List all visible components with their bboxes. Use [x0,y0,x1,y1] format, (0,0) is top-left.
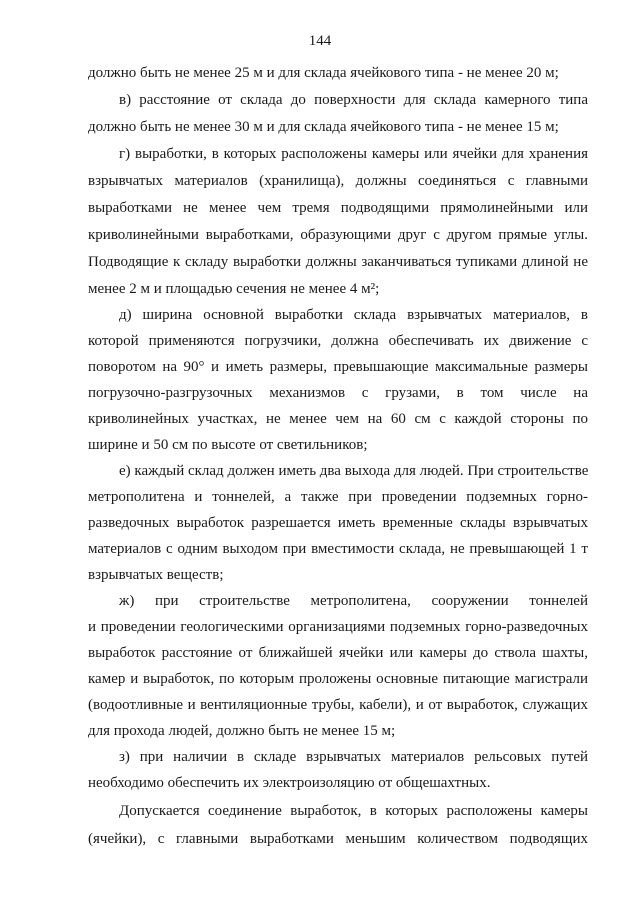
text-line: д) ширина основной выработки склада взрывчатых материалов, в [119,307,588,323]
text-line: разведочных выработок разрешается иметь временные склады взрывчатых [88,515,588,531]
text-line: менее 2 м и площадью сечения не менее 4 м²; [88,281,380,297]
page-number: 144 [308,33,332,49]
text-line: камер и выработок, по которым проложены основные питающие магистрали [88,671,588,687]
text-line: выработками не менее чем тремя подводящими прямолинейными или [88,200,588,216]
text-line: необходимо обеспечить их электроизоляцию от общешахтных. [88,775,491,791]
text-line: материалов с одним выходом при вместимости склада, не превышающей 1 т [88,541,588,557]
text-line: ширине и 50 см по высоте от светильников; [88,437,368,453]
text-line: должно быть не менее 30 м и для склада ячейкового типа - не менее 15 м; [88,119,559,135]
text-line: для прохода людей, должно быть не менее 15 м; [88,723,396,739]
text-line: выработок расстояние от ближайшей ячейки или камеры до ствола шахты, [88,645,588,661]
text-line: е) каждый склад должен иметь два выхода для людей. При строительстве [119,463,589,479]
text-line: Допускается соединение выработок, в которых расположены камеры [119,803,588,819]
text-line: взрывчатых материалов (хранилища), должны соединяться с главными [88,173,588,189]
text-line: ж) при строительстве метрополитена, сооружении тоннелей [119,593,588,609]
text-line: криволинейных участках, не менее чем на 60 см с каждой стороны по [88,411,588,427]
text-line: которой применяются погрузчики, должна обеспечивать их движение с [88,333,588,349]
text-line: (водоотливные и вентиляционные трубы, кабели), и от выработок, служащих [88,697,588,713]
text-line: взрывчатых веществ; [88,567,224,583]
text-line: (ячейки), с главными выработками меньшим количеством подводящих [88,831,588,847]
text-line: должно быть не менее 25 м и для склада ячейкового типа - не менее 20 м; [88,65,559,81]
text-line: Подводящие к складу выработки должны заканчиваться тупиками длиной не [88,254,588,270]
text-line: метрополитена и тоннелей, а также при проведении подземных горно- [88,489,588,505]
text-line: поворотом на 90° и иметь размеры, превышающие максимальные размеры [88,359,588,375]
text-line: з) при наличии в складе взрывчатых материалов рельсовых путей [119,749,588,765]
text-line: криволинейными выработками, образующими друг с другом прямые углы. [88,227,588,243]
text-line: г) выработки, в которых расположены камеры или ячейки для хранения [119,146,588,162]
text-line: и проведении геологическими организациями подземных горно-разведочных [88,619,588,635]
text-line: в) расстояние от склада до поверхности для склада камерного типа [119,92,588,108]
text-line: погрузочно-разгрузочных механизмов с грузами, в том числе на [88,385,588,401]
